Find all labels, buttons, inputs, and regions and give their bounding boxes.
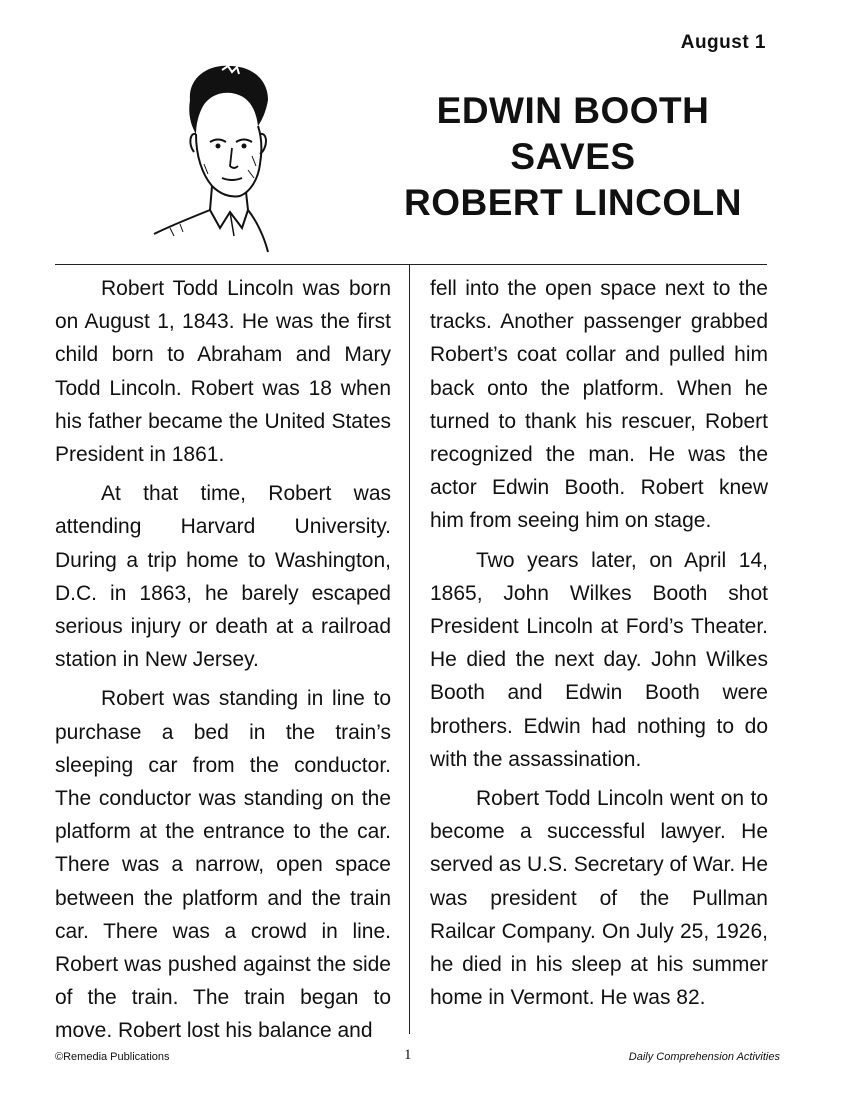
title-line-1: EDWIN BOOTH <box>436 90 710 131</box>
title-line-2: SAVES <box>510 136 636 177</box>
article-title <box>376 88 770 226</box>
left-column <box>55 272 391 1048</box>
portrait-illustration <box>150 60 280 255</box>
paragraph: Robert Todd Lincoln went on to become a successful lawyer. He served as U.S. Secretary of War. He was president of the Pullman Railcar Company. On July 25, 1926, he died in his sleep at his summer home in Vermont. He was 82. <box>430 787 768 1010</box>
date-label: August 1 <box>680 32 766 53</box>
paragraph: Robert was standing in line to purchase a bed in the train’s sleeping car from the conductor. The conductor was standing on the platform at the entrance to the car. There was a narrow, open space between the platform and the train car. There was a crowd in line. Robert was pushed against the side of the train. The train began to move. Robert lost his balance and <box>55 687 391 1043</box>
column-divider <box>409 264 410 1034</box>
copyright-text: ©Remedia Publications <box>55 1051 170 1063</box>
paragraph: fell into the open space next to the tracks. Another passenger grabbed Robert’s coat collar and pulled him back onto the platform. When he turned to thank his rescuer, Robert recognized the man. He was the actor Edwin Booth. Robert knew him from seeing him on stage. <box>430 277 768 533</box>
title-divider <box>55 264 767 265</box>
book-title: Daily Comprehension Activities <box>628 1051 780 1063</box>
page-number: 1 <box>404 1047 412 1063</box>
right-column <box>430 272 768 1014</box>
paragraph: Two years later, on April 14, 1865, John Wilkes Booth shot President Lincoln at Ford’s Theater. He died the next day. John Wilkes Booth and Edwin Booth were brothers. Edwin had nothing to do with the assassination. <box>430 548 768 771</box>
paragraph: Robert Todd Lincoln was born on August 1, 1843. He was the first child born to Abraham and Mary Todd Lincoln. Robert was 18 when his father became the United States President in 1861. <box>55 277 391 467</box>
title-line-3: ROBERT LINCOLN <box>404 182 742 223</box>
paragraph: At that time, Robert was attending Harvard University. During a trip home to Washington, D.C. in 1863, he barely escaped serious injury or death at a railroad station in New Jersey. <box>55 482 391 672</box>
